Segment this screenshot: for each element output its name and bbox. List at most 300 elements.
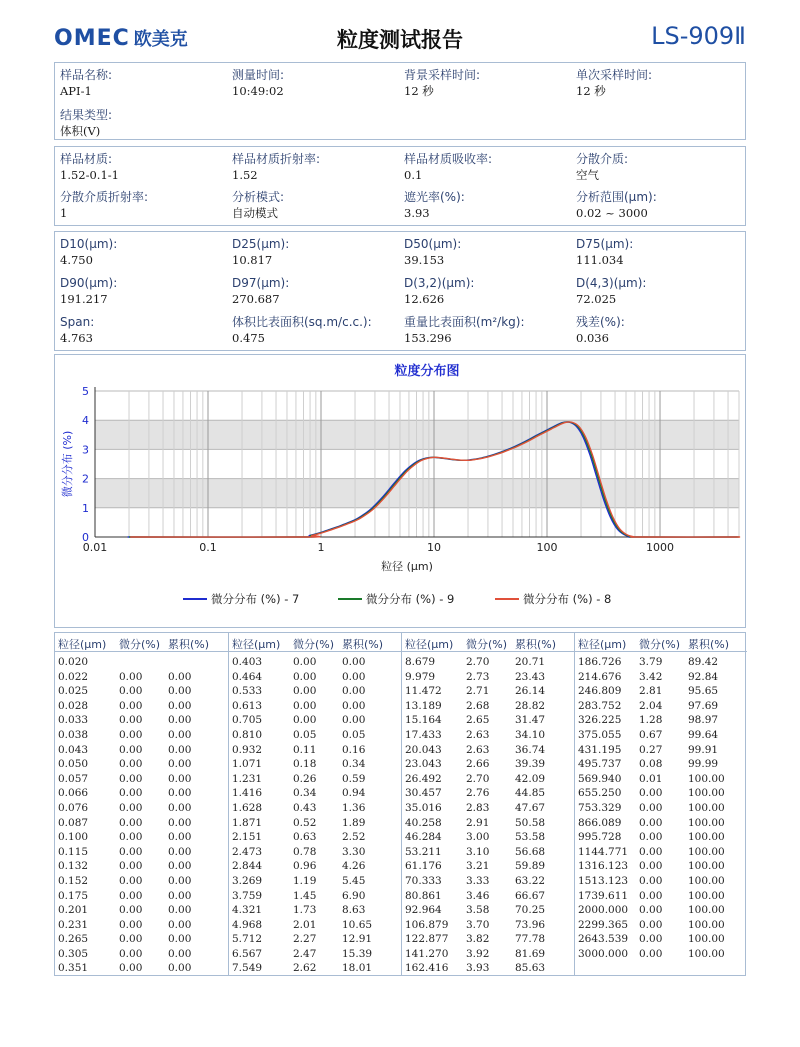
- table-cell: 0.00: [119, 816, 143, 829]
- table-row: [402, 874, 574, 889]
- table-cell: 0.00: [639, 918, 663, 931]
- table-cell: 0.00: [119, 772, 143, 785]
- table-row: [402, 889, 574, 904]
- table-row: [55, 918, 228, 933]
- table-cell: 0.00: [168, 962, 192, 975]
- table-cell: 95.65: [688, 685, 719, 698]
- table-row: [229, 713, 401, 728]
- table-header-cell: 粒径(μm): [58, 638, 107, 651]
- y-tick-label: 1: [82, 501, 89, 515]
- table-cell: 17.433: [405, 728, 442, 741]
- table-cell: 0.00: [168, 816, 192, 829]
- table-cell: 56.68: [515, 845, 546, 858]
- table-cell: 0.00: [639, 787, 663, 800]
- table-cell: 0.11: [293, 743, 317, 756]
- table-cell: 2643.539: [578, 933, 629, 946]
- table-row: [229, 655, 401, 670]
- table-cell: 0.00: [168, 918, 192, 931]
- table-cell: 2.473: [232, 845, 263, 858]
- results-field: [576, 275, 746, 307]
- table-cell: 0.00: [293, 670, 317, 683]
- table-cell: 0.464: [232, 670, 263, 683]
- table-row: [402, 743, 574, 758]
- field-label: D50(μm):: [404, 237, 462, 251]
- field-value: 10.817: [232, 253, 273, 267]
- field-value: 10:49:02: [232, 84, 284, 98]
- table-cell: 0.020: [58, 656, 89, 668]
- table-cell: 1739.611: [578, 889, 629, 902]
- table-cell: 0.00: [119, 670, 143, 683]
- table-cell: 0.087: [58, 816, 89, 829]
- table-cell: 1.45: [293, 889, 317, 902]
- table-cell: 0.00: [168, 874, 192, 887]
- table-row: [575, 728, 747, 743]
- field-value: 270.687: [232, 292, 280, 306]
- table-row: [55, 670, 228, 685]
- results-field: [404, 314, 574, 346]
- table-cell: 0.066: [58, 787, 89, 800]
- field-value: 1.52: [232, 168, 258, 182]
- table-cell: 0.00: [168, 947, 192, 960]
- table-cell: 3.79: [639, 656, 663, 668]
- results-field: [60, 236, 230, 268]
- results-field: [576, 236, 746, 268]
- field-value: 0.02 ~ 3000: [576, 206, 648, 220]
- table-row: [229, 728, 401, 743]
- logo-text-en: OMEC: [54, 25, 130, 51]
- table-row: [575, 670, 747, 685]
- table-header-cell: 粒径(μm): [232, 638, 281, 651]
- table-cell: 0.351: [58, 962, 89, 975]
- table-cell: 26.492: [405, 772, 442, 785]
- table-cell: 8.63: [342, 904, 366, 917]
- table-cell: 100.00: [688, 787, 725, 800]
- table-cell: 0.08: [639, 758, 663, 771]
- table-cell: 0.00: [293, 714, 317, 727]
- table-cell: 100.00: [688, 772, 725, 785]
- table-cell: 0.59: [342, 772, 366, 785]
- table-cell: 2.65: [466, 714, 490, 727]
- table-cell: 0.00: [293, 656, 317, 668]
- table-row: [402, 947, 574, 962]
- table-cell: 2.62: [293, 962, 317, 975]
- table-cell: 0.00: [639, 831, 663, 844]
- field-value: 191.217: [60, 292, 108, 306]
- table-cell: 0.115: [58, 845, 89, 858]
- table-cell: 63.22: [515, 874, 546, 887]
- table-cell: 283.752: [578, 699, 622, 712]
- table-cell: 0.27: [639, 743, 663, 756]
- table-cell: 0.05: [293, 728, 317, 741]
- results-field: [60, 275, 230, 307]
- table-cell: 98.97: [688, 714, 719, 727]
- table-header-cell: 微分(%): [639, 638, 681, 651]
- table-cell: 0.00: [168, 831, 192, 844]
- table-cell: 0.00: [639, 816, 663, 829]
- results-field: [576, 314, 746, 346]
- table-cell: 753.329: [578, 801, 622, 814]
- y-tick-label: 5: [82, 385, 89, 398]
- table-cell: 1316.123: [578, 860, 629, 873]
- legend-label: 微分分布 (%) - 8: [523, 592, 612, 606]
- table-cell: 0.00: [119, 889, 143, 902]
- field-value: 0.1: [404, 168, 423, 182]
- table-cell: 39.39: [515, 758, 546, 771]
- table-cell: 1144.771: [578, 845, 629, 858]
- table-row: [575, 713, 747, 728]
- table-cell: 2.70: [466, 772, 490, 785]
- table-header-cell: 微分(%): [293, 638, 335, 651]
- table-cell: 0.05: [342, 728, 366, 741]
- table-cell: 40.258: [405, 816, 442, 829]
- table-row: [55, 903, 228, 918]
- table-row: [575, 684, 747, 699]
- field-label: 分散介质:: [576, 152, 629, 166]
- table-cell: 9.979: [405, 670, 436, 683]
- x-tick-label: 0.01: [82, 541, 108, 554]
- table-cell: 2.68: [466, 699, 490, 712]
- table-cell: 0.100: [58, 831, 89, 844]
- field-value: 72.025: [576, 292, 617, 306]
- table-cell: 0.00: [119, 933, 143, 946]
- material-field: [60, 151, 230, 183]
- table-row: [229, 757, 401, 772]
- table-cell: 0.613: [232, 699, 263, 712]
- table-cell: 28.82: [515, 699, 546, 712]
- table-cell: 375.055: [578, 728, 622, 741]
- table-cell: 5.712: [232, 933, 263, 946]
- table-cell: 0.705: [232, 714, 263, 727]
- field-label: 分析范围(μm):: [576, 190, 657, 204]
- size-distribution-table: [54, 632, 746, 976]
- table-row: [229, 670, 401, 685]
- table-row: [575, 699, 747, 714]
- field-value: 4.763: [60, 331, 93, 345]
- table-cell: 2.63: [466, 743, 490, 756]
- table-cell: 2.81: [639, 685, 663, 698]
- results-field: [60, 314, 230, 346]
- table-cell: 0.00: [293, 685, 317, 698]
- table-cell: 3.269: [232, 874, 263, 887]
- table-cell: 0.00: [168, 845, 192, 858]
- table-cell: 8.679: [405, 656, 436, 668]
- table-cell: 10.65: [342, 918, 373, 931]
- material-field: [576, 151, 746, 183]
- material-field: [404, 151, 574, 183]
- table-column-group: [228, 633, 401, 975]
- table-cell: 0.00: [342, 685, 366, 698]
- table-cell: 0.01: [639, 772, 663, 785]
- table-row: [575, 932, 747, 947]
- table-cell: 0.050: [58, 758, 89, 771]
- table-cell: 122.877: [405, 933, 449, 946]
- table-cell: 15.164: [405, 714, 442, 727]
- table-cell: 0.34: [342, 758, 366, 771]
- table-row: [402, 670, 574, 685]
- table-row: [229, 684, 401, 699]
- table-cell: 100.00: [688, 933, 725, 946]
- table-cell: 0.00: [119, 685, 143, 698]
- table-cell: 100.00: [688, 947, 725, 960]
- table-row: [229, 845, 401, 860]
- field-value: 153.296: [404, 331, 452, 345]
- table-cell: 2.91: [466, 816, 490, 829]
- table-row: [229, 743, 401, 758]
- table-cell: 70.333: [405, 874, 442, 887]
- table-row: [575, 743, 747, 758]
- table-cell: 89.42: [688, 656, 719, 668]
- table-row: [55, 743, 228, 758]
- table-header-cell: 累积(%): [688, 638, 730, 651]
- results-field: [404, 236, 574, 268]
- table-cell: 77.78: [515, 933, 546, 946]
- table-row: [55, 874, 228, 889]
- table-cell: 495.737: [578, 758, 622, 771]
- table-cell: 3.93: [466, 962, 490, 975]
- table-cell: 0.025: [58, 685, 89, 698]
- table-cell: 4.26: [342, 860, 366, 873]
- x-tick-label: 100: [536, 541, 558, 554]
- table-row: [575, 772, 747, 787]
- table-cell: 3.21: [466, 860, 490, 873]
- table-cell: 162.416: [405, 962, 449, 975]
- table-row: [575, 874, 747, 889]
- field-value: 4.750: [60, 253, 93, 267]
- table-cell: 3.58: [466, 904, 490, 917]
- table-cell: 42.09: [515, 772, 546, 785]
- table-row: [229, 947, 401, 962]
- table-row: [402, 903, 574, 918]
- table-row: [402, 786, 574, 801]
- table-cell: 0.00: [119, 860, 143, 873]
- table-cell: 36.74: [515, 743, 546, 756]
- table-row: [402, 655, 574, 670]
- table-cell: 0.00: [168, 904, 192, 917]
- table-row: [575, 816, 747, 831]
- field-value: 0.036: [576, 331, 609, 345]
- y-tick-label: 3: [82, 443, 89, 457]
- table-row: [575, 655, 747, 670]
- table-cell: 2.52: [342, 831, 366, 844]
- sample-info-box: [54, 62, 746, 140]
- field-value: 111.034: [576, 253, 624, 267]
- material-field: [232, 189, 402, 221]
- table-cell: 0.00: [168, 787, 192, 800]
- y-tick-label: 0: [82, 531, 89, 544]
- field-value: 12 秒: [404, 84, 434, 98]
- table-cell: 0.00: [168, 772, 192, 785]
- table-row: [229, 859, 401, 874]
- table-row: [55, 830, 228, 845]
- table-cell: 100.00: [688, 904, 725, 917]
- table-cell: 0.00: [119, 947, 143, 960]
- field-label: 样品材质折射率:: [232, 152, 321, 166]
- y-axis-label: 微分分布 (%): [61, 430, 74, 498]
- table-cell: 0.26: [293, 772, 317, 785]
- table-column-group: [401, 633, 574, 975]
- table-cell: 61.176: [405, 860, 442, 873]
- table-cell: 7.549: [232, 962, 263, 975]
- table-cell: 0.00: [119, 787, 143, 800]
- table-row: [402, 918, 574, 933]
- table-cell: 0.00: [168, 714, 192, 727]
- field-label: D25(μm):: [232, 237, 290, 251]
- field-label: 样品材质:: [60, 152, 113, 166]
- table-cell: 99.91: [688, 743, 719, 756]
- table-row: [229, 889, 401, 904]
- field-label: 分析模式:: [232, 190, 285, 204]
- logo-text-zh: 欧美克: [133, 29, 188, 50]
- field-label: D97(μm):: [232, 276, 290, 290]
- table-cell: 326.225: [578, 714, 622, 727]
- table-cell: 0.00: [168, 743, 192, 756]
- field-label: 样品材质吸收率:: [404, 152, 493, 166]
- table-cell: 0.00: [342, 656, 366, 668]
- table-row: [55, 889, 228, 904]
- field-value: 0.475: [232, 331, 265, 345]
- table-cell: 100.00: [688, 860, 725, 873]
- y-tick-label: 2: [82, 472, 89, 486]
- table-row: [229, 699, 401, 714]
- table-cell: 1.071: [232, 758, 263, 771]
- table-cell: 4.321: [232, 904, 263, 917]
- table-row: [229, 918, 401, 933]
- table-cell: 3.30: [342, 845, 366, 858]
- table-cell: 0.00: [342, 670, 366, 683]
- table-cell: 50.58: [515, 816, 546, 829]
- table-cell: 246.809: [578, 685, 622, 698]
- table-cell: 81.69: [515, 947, 546, 960]
- table-cell: 0.403: [232, 656, 263, 668]
- field-value: 1.52-0.1-1: [60, 168, 119, 182]
- table-cell: 0.043: [58, 743, 89, 756]
- table-cell: 0.00: [168, 670, 192, 683]
- table-cell: 73.96: [515, 918, 546, 931]
- field-value: 1: [60, 206, 68, 220]
- table-cell: 31.47: [515, 714, 546, 727]
- table-row: [575, 918, 747, 933]
- table-header-cell: 累积(%): [515, 638, 557, 651]
- table-header-cell: 粒径(μm): [405, 638, 454, 651]
- table-cell: 20.71: [515, 656, 546, 668]
- table-row: [55, 655, 228, 670]
- table-cell: 0.231: [58, 918, 89, 931]
- table-cell: 0.00: [342, 714, 366, 727]
- table-row: [55, 801, 228, 816]
- table-cell: 66.67: [515, 889, 546, 902]
- table-row: [55, 845, 228, 860]
- field-label: D90(μm):: [60, 276, 118, 290]
- table-cell: 100.00: [688, 816, 725, 829]
- table-cell: 0.00: [119, 918, 143, 931]
- table-row: [402, 845, 574, 860]
- field-label: Span:: [60, 315, 95, 329]
- table-cell: 3.42: [639, 670, 663, 683]
- table-cell: 0.00: [168, 758, 192, 771]
- table-row: [55, 728, 228, 743]
- table-row: [402, 728, 574, 743]
- table-cell: 4.968: [232, 918, 263, 931]
- legend-label: 微分分布 (%) - 9: [366, 592, 455, 606]
- table-cell: 3000.000: [578, 947, 629, 960]
- table-cell: 0.00: [119, 904, 143, 917]
- table-cell: 100.00: [688, 889, 725, 902]
- field-label: 分散介质折射率:: [60, 190, 149, 204]
- table-row: [229, 816, 401, 831]
- field-label: 背景采样时间:: [404, 68, 481, 82]
- table-cell: 0.175: [58, 889, 89, 902]
- table-cell: 35.016: [405, 801, 442, 814]
- table-cell: 13.189: [405, 699, 442, 712]
- distribution-chart: [54, 354, 746, 628]
- table-cell: 0.057: [58, 772, 89, 785]
- table-cell: 23.043: [405, 758, 442, 771]
- table-cell: 2.01: [293, 918, 317, 931]
- table-cell: 6.90: [342, 889, 366, 902]
- table-cell: 0.132: [58, 860, 89, 873]
- table-cell: 15.39: [342, 947, 373, 960]
- table-cell: 3.92: [466, 947, 490, 960]
- table-cell: 214.676: [578, 670, 622, 683]
- table-cell: 18.01: [342, 962, 373, 975]
- table-cell: 99.64: [688, 728, 719, 741]
- results-box: [54, 231, 746, 351]
- table-row: [402, 713, 574, 728]
- table-cell: 431.195: [578, 743, 622, 756]
- field-value: API-1: [60, 84, 92, 98]
- table-row: [55, 713, 228, 728]
- table-cell: 30.457: [405, 787, 442, 800]
- table-row: [402, 932, 574, 947]
- table-row: [575, 947, 747, 962]
- table-cell: 99.99: [688, 758, 719, 771]
- table-row: [55, 699, 228, 714]
- table-cell: 53.58: [515, 831, 546, 844]
- x-tick-label: 1000: [646, 541, 675, 554]
- table-cell: 141.270: [405, 947, 449, 960]
- y-tick-label: 4: [82, 414, 89, 428]
- table-cell: 92.964: [405, 904, 442, 917]
- field-label: 测量时间:: [232, 68, 285, 82]
- table-cell: 186.726: [578, 656, 622, 668]
- field-label: 结果类型:: [60, 108, 113, 122]
- chart-title: 粒度分布图: [394, 364, 460, 379]
- table-cell: 0.810: [232, 728, 263, 741]
- table-cell: 1.36: [342, 801, 366, 814]
- table-cell: 0.00: [119, 728, 143, 741]
- table-cell: 569.940: [578, 772, 622, 785]
- table-cell: 3.70: [466, 918, 490, 931]
- table-cell: 0.78: [293, 845, 317, 858]
- material-field: [232, 151, 402, 183]
- table-cell: 2.47: [293, 947, 317, 960]
- table-row: [575, 786, 747, 801]
- table-cell: 0.932: [232, 743, 263, 756]
- table-header-cell: 微分(%): [119, 638, 161, 651]
- table-header: [229, 633, 401, 652]
- table-cell: 0.533: [232, 685, 263, 698]
- table-row: [229, 961, 401, 976]
- table-cell: 0.00: [639, 904, 663, 917]
- table-cell: 0.16: [342, 743, 366, 756]
- table-cell: 1.89: [342, 816, 366, 829]
- x-axis-label: 粒径 (μm): [381, 560, 433, 573]
- table-cell: 6.567: [232, 947, 263, 960]
- table-header: [402, 633, 574, 652]
- table-cell: 85.63: [515, 962, 546, 975]
- table-cell: 0.52: [293, 816, 317, 829]
- table-cell: 0.00: [168, 860, 192, 873]
